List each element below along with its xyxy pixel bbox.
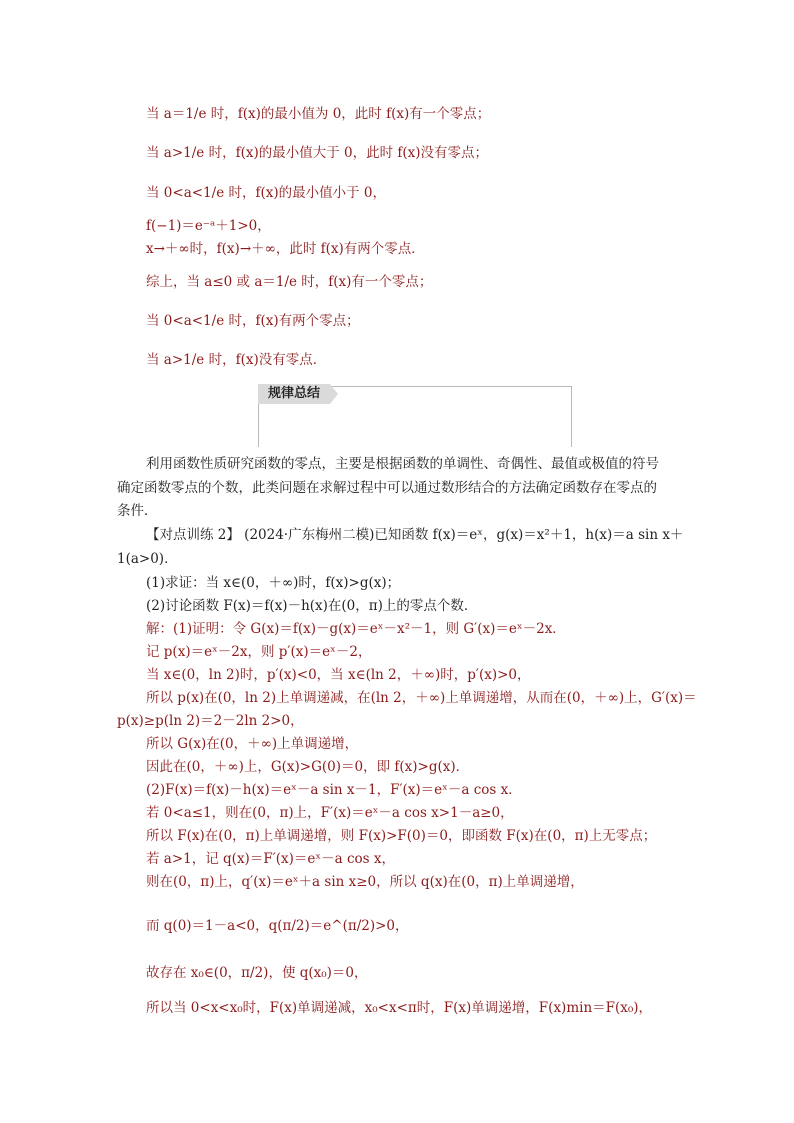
question-1: (1)求证：当 x∈(0，＋∞)时，f(x)>g(x)；	[146, 575, 401, 591]
answer-line-2: 当 a>1/e 时，f(x)的最小值大于 0，此时 f(x)没有零点；	[146, 145, 489, 161]
training-heading-line-2: 1(a>0)．	[117, 551, 178, 567]
answer-line-5: x→＋∞时，f(x)→＋∞，此时 f(x)有两个零点．	[146, 241, 425, 257]
answer-line-6: 综上，当 a≤0 或 a＝1/e 时，f(x)有一个零点；	[146, 274, 433, 290]
summary-paragraph-line-1: 利用函数性质研究函数的零点，主要是根据函数的单调性、奇偶性、最值或极值的符号	[146, 456, 659, 472]
summary-paragraph-line-2: 确定函数零点的个数，此类问题在求解过程中可以通过数形结合的方法确定函数存在零点的	[117, 480, 657, 496]
solution-line-1: 解：(1)证明：令 G(x)＝f(x)－g(x)＝eˣ－x²－1，则 G′(x)＝eˣ－2x．	[146, 621, 566, 637]
solution-line-10: 所以 F(x)在(0，π)上单调递增，则 F(x)>F(0)＝0，即函数 F(x)在(0，π)上无零点；	[146, 828, 657, 844]
training-heading-line: 【对点训练 2】 (2024·广东梅州二模)已知函数 f(x)＝eˣ，g(x)＝x²＋1，h(x)＝a sin x＋	[146, 527, 684, 543]
solution-line-14: 故存在 x₀∈(0，π/2)，使 q(x₀)＝0，	[146, 965, 368, 981]
solution-line-6: 所以 G(x)在(0，＋∞)上单调递增，	[146, 736, 359, 752]
solution-line-12: 则在(0，π)上，q′(x)＝eˣ＋a sin x≥0，所以 q(x)在(0，π)上单调递增，	[146, 874, 584, 890]
solution-line-8: (2)F(x)＝f(x)－h(x)＝eˣ－a sin x－1，F′(x)＝eˣ－a cos x．	[146, 782, 522, 798]
solution-line-5: p(x)≥p(ln 2)＝2－2ln 2>0，	[117, 713, 304, 729]
solution-line-7: 因此在(0，＋∞)上，G(x)>G(0)＝0，即 f(x)>g(x)．	[146, 759, 470, 775]
solution-line-4: 所以 p(x)在(0，ln 2)上单调递减，在(ln 2，＋∞)上单调递增，从而在(0，＋∞)上，G′(x)＝	[146, 690, 697, 706]
solution-line-2: 记 p(x)＝eˣ－2x，则 p′(x)＝eˣ－2，	[146, 644, 372, 660]
summary-paragraph-line-3: 条件．	[117, 503, 158, 519]
solution-line-13: 而 q(0)＝1－a<0，q(π/2)＝e^(π/2)>0，	[146, 918, 409, 934]
summary-box-title: 规律总结	[258, 384, 330, 404]
question-2: (2)讨论函数 F(x)＝f(x)－h(x)在(0，π)上的零点个数．	[146, 598, 478, 614]
solution-line-15: 所以当 0<x<x₀时，F(x)单调递减，x₀<x<π时，F(x)单调递增，F(x)min＝F(x₀)，	[146, 1000, 653, 1016]
solution-line-11: 若 a>1，记 q(x)＝F′(x)＝eˣ－a cos x，	[146, 851, 395, 867]
solution-line-3: 当 x∈(0，ln 2)时，p′(x)<0，当 x∈(ln 2，＋∞)时，p′(x)>0，	[146, 667, 531, 683]
answer-line-4: f(−1)＝e⁻ᵃ＋1>0，	[146, 218, 271, 234]
solution-line-9: 若 0<a≤1，则在(0，π)上，F′(x)＝eˣ－a cos x>1－a≥0，	[146, 805, 514, 821]
answer-line-8: 当 a>1/e 时，f(x)没有零点．	[146, 352, 327, 368]
answer-line-1: 当 a＝1/e 时，f(x)的最小值为 0，此时 f(x)有一个零点；	[146, 106, 491, 122]
answer-line-3: 当 0<a<1/e 时，f(x)的最小值小于 0，	[146, 185, 386, 201]
answer-line-7: 当 0<a<1/e 时，f(x)有两个零点；	[146, 313, 360, 329]
summary-box-title-notch	[330, 384, 338, 404]
